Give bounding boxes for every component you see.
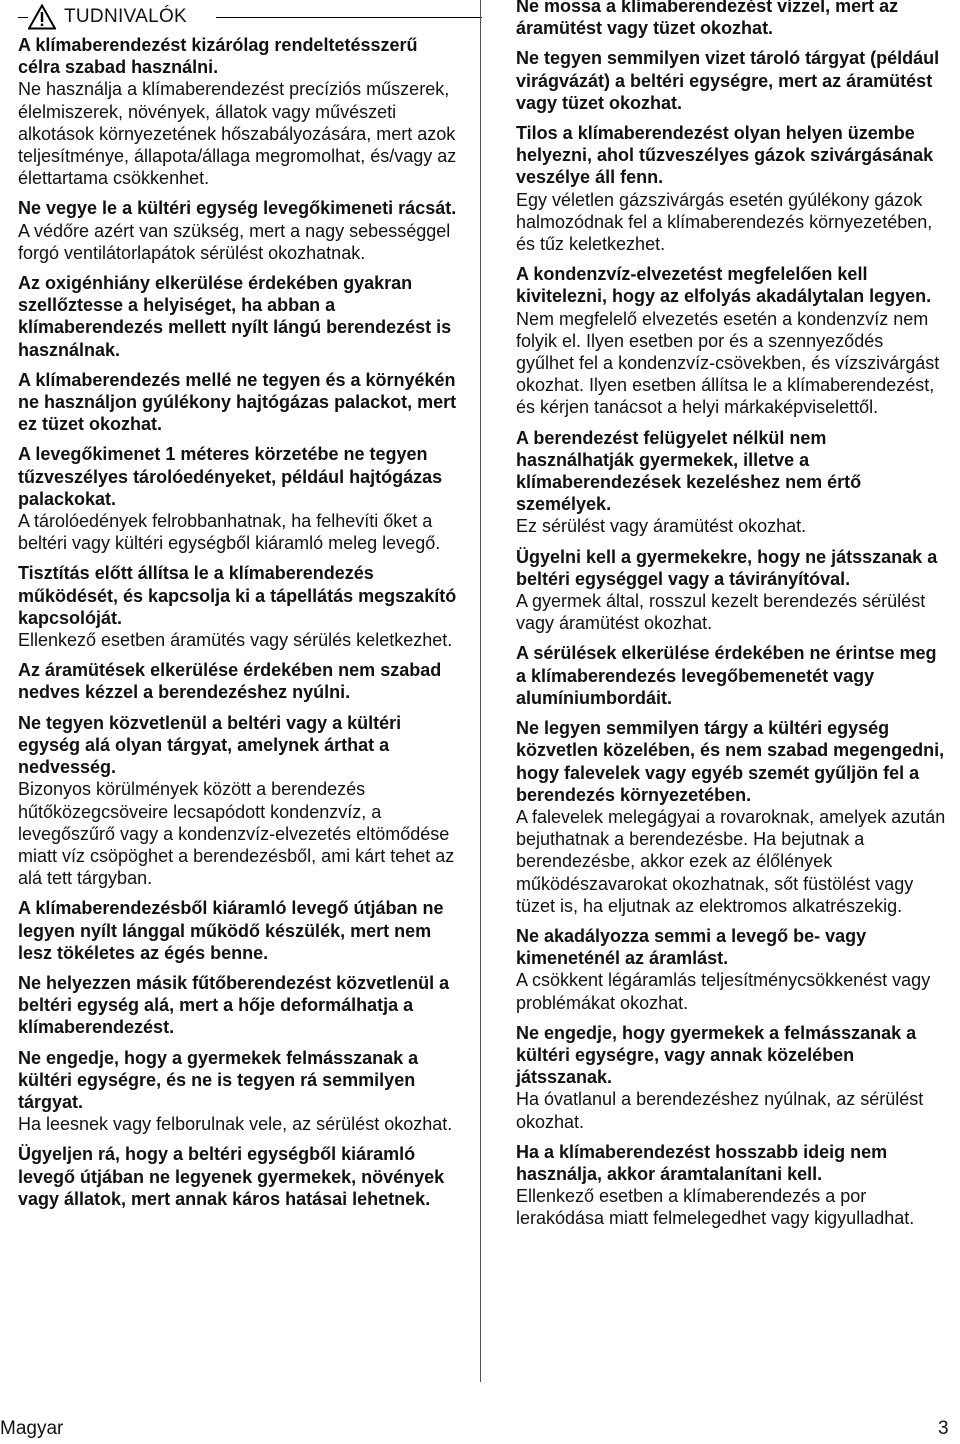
section-title: TUDNIVALÓK	[64, 6, 188, 27]
instruction-block	[516, 427, 946, 538]
instruction-block	[516, 1141, 946, 1230]
instruction-text: Nem megfelelő elvezetés esetén a kondenzvíz nem folyik el. Ilyen esetben por és a szennyeződés gyűlhet fel a kondenzvíz-csövekben, és vízszivárgást okozhat. Ilyen esetben állítsa le a klímaberendezést, és kérjen tanácsot a helyi márkaképviselettől.	[516, 308, 940, 418]
instruction-block	[18, 1047, 464, 1136]
instruction-heading: Ne tegyen közvetlenül a beltéri vagy a kültéri egység alá olyan tárgyat, amelynek árthat a nedvesség.	[18, 712, 402, 778]
footer-page-number: 3	[938, 1418, 949, 1439]
instruction-heading: Ne vegye le a kültéri egység levegőkimeneti rácsát.	[18, 198, 457, 219]
warning-triangle-icon	[28, 4, 56, 30]
instruction-heading: Ne akadályozza semmi a levegő be- vagy kimeneténél az áramlást.	[516, 925, 867, 969]
instruction-block	[516, 642, 946, 709]
instruction-heading: A sérülések elkerülése érdekében ne érintse meg a klímaberendezés levegőbemenetét vagy alumíniumbordáit.	[516, 643, 937, 708]
instruction-heading: A kondenzvíz-elvezetést megfelelően kell kivitelezni, hogy az elfolyás akadálytalan legyen.	[516, 264, 932, 307]
section-header	[18, 0, 464, 34]
instruction-heading: A klímaberendezést kizárólag rendeltetésszerű célra szabad használni.	[18, 35, 418, 78]
instruction-heading: Ne mossa a klímaberendezést vízzel, mert az áramütést vagy tüzet okozhat.	[516, 0, 899, 39]
instruction-heading: Ne legyen semmilyen tárgy a kültéri egység közvetlen közelében, és nem szabad megengedni, hogy falevelek vagy egyéb szemét gyűljön fel a berendezés környezetében.	[516, 718, 945, 805]
instruction-text: Ez sérülést vagy áramütést okozhat.	[516, 516, 807, 537]
instruction-block	[516, 925, 946, 1014]
instruction-block	[18, 897, 464, 964]
instruction-text: A csökkent légáramlás teljesítménycsökkenést vagy problémákat okozhat.	[516, 970, 931, 1013]
instruction-heading: Ne tegyen semmilyen vizet tároló tárgyat (például virágvázát) a beltéri egységre, mert az áramütést vagy tüzet okozhat.	[516, 48, 940, 113]
instruction-text: Ellenkező esetben a klímaberendezés a por lerakódása miatt felmelegedhet vagy kigyulladhat.	[516, 1186, 915, 1229]
instruction-block	[516, 263, 946, 418]
instruction-text: Egy véletlen gázszivárgás esetén gyúlékony gázok halmozódnak fel a klímaberendezés környezetében, és tűz keletkezhet.	[516, 189, 933, 255]
instruction-block	[18, 443, 464, 554]
instruction-heading: A levegőkimenet 1 méteres körzetébe ne tegyen tűzveszélyes tárolóedényeket, például hajtógázas palackokat.	[18, 444, 443, 509]
instruction-block	[18, 272, 464, 361]
instruction-text: A gyermek által, rosszul kezelt berendezés sérülést vagy áramütést okozhat.	[516, 591, 926, 634]
instruction-heading: A klímaberendezésből kiáramló levegő útjában ne legyen nyílt lánggal működő készülék, mert nem lesz tökéletes az égés benne.	[18, 898, 444, 963]
right-column	[516, 0, 946, 1238]
instruction-heading: Az oxigénhiány elkerülése érdekében gyakran szellőztesse a helyiséget, ha abban a klímaberendezés mellett nyílt lángú berendezést is használnak.	[18, 273, 452, 360]
instruction-text: A falevelek melegágyai a rovaroknak, amelyek azután bejuthatnak a berendezésbe. Ha bejutnak a berendezésbe, akkor ezek az élőlények működészavarokat okozhatnak, sőt füstölést vagy tüzet is, ha eljutnak az elektromos alkatrészekig.	[516, 806, 946, 916]
instruction-block	[18, 712, 464, 890]
instruction-block	[516, 1022, 946, 1133]
instruction-block	[18, 972, 464, 1039]
instruction-block	[516, 546, 946, 635]
instruction-heading: A klímaberendezés mellé ne tegyen és a környékén ne használjon gyúlékony hajtógázas palackot, mert ez tüzet okozhat.	[18, 369, 457, 435]
left-column	[18, 0, 464, 1218]
instruction-text: A tárolóedények felrobbanhatnak, ha felhevíti őket a beltéri vagy kültéri egységből kiáramló meleg levegő.	[18, 511, 441, 554]
instruction-heading: Ne helyezzen másik fűtőberendezést közvetlenül a beltéri egység alá, mert a hője deformálhatja a klímaberendezést.	[18, 972, 450, 1038]
instruction-heading: A berendezést felügyelet nélkül nem használhatják gyermekek, illetve a klímaberendezések kezeléshez nem értő személyek.	[516, 427, 862, 515]
instruction-heading: Tisztítás előtt állítsa le a klímaberendezés működését, és kapcsolja ki a tápellátás megszakító kapcsolóját.	[18, 563, 457, 628]
column-divider	[480, 0, 481, 1382]
instruction-block	[18, 562, 464, 651]
instruction-block	[516, 47, 946, 114]
instruction-text: Ha óvatlanul a berendezéshez nyúlnak, az sérülést okozhat.	[516, 1089, 924, 1132]
instruction-heading: Az áramütések elkerülése érdekében nem szabad nedves kézzel a berendezéshez nyúlni.	[18, 660, 442, 703]
instruction-text: A védőre azért van szükség, mert a nagy sebességgel forgó ventilátorlapátok sérülést okozhatnak.	[18, 220, 451, 263]
instruction-text: Ha leesnek vagy felborulnak vele, az sérülést okozhat.	[18, 1114, 453, 1135]
instruction-text: Ne használja a klímaberendezést precíziós műszerek, élelmiszerek, növények, állatok vagy művészeti alkotások környezetének hőszabályozására, mert azok teljesítménye, állapota/állaga megromolhat, és/vagy az élettartama csökkenhet.	[18, 79, 457, 189]
instruction-block	[516, 717, 946, 917]
instruction-block	[18, 197, 464, 264]
instruction-text: Ellenkező esetben áramütés vagy sérülés keletkezhet.	[18, 630, 453, 651]
instruction-heading: Ne engedje, hogy gyermekek a felmásszanak a kültéri egységre, vagy annak közelében játsszanak.	[516, 1022, 917, 1088]
instruction-block	[18, 34, 464, 189]
header-rule-left	[18, 17, 28, 18]
instruction-block	[18, 659, 464, 703]
instruction-heading: Tilos a klímaberendezést olyan helyen üzembe helyezni, ahol tűzveszélyes gázok szivárgásának veszélye áll fenn.	[516, 123, 934, 188]
instruction-heading: Ha a klímaberendezést hosszabb ideig nem használja, akkor áramtalanítani kell.	[516, 1141, 888, 1184]
instruction-heading: Ne engedje, hogy a gyermekek felmásszanak a kültéri egységre, és ne is tegyen rá semmilyen tárgyat.	[18, 1047, 419, 1112]
instruction-block	[516, 122, 946, 255]
instruction-heading: Ügyelni kell a gyermekekre, hogy ne játsszanak a beltéri egységgel vagy a távirányítóval.	[516, 546, 938, 589]
instruction-block	[18, 369, 464, 436]
footer-language: Magyar	[0, 1418, 64, 1439]
instruction-block	[18, 1143, 464, 1210]
instruction-heading: Ügyeljen rá, hogy a beltéri egységből kiáramló levegő útjában ne legyenek gyermekek, növények vagy állatok, mert annak káros hatásai lehetnek.	[18, 1144, 445, 1209]
instruction-text: Bizonyos körülmények között a berendezés hűtőközegcsöveire lecsapódott kondenzvíz, a levegőszűrő vagy a kondenzvíz-elvezetés eltömődése miatt víz csöpöghet a berendezésből, ami kárt tehet az alá tett tárgyban.	[18, 779, 455, 889]
instruction-block	[516, 0, 946, 39]
header-rule-right	[216, 17, 482, 18]
